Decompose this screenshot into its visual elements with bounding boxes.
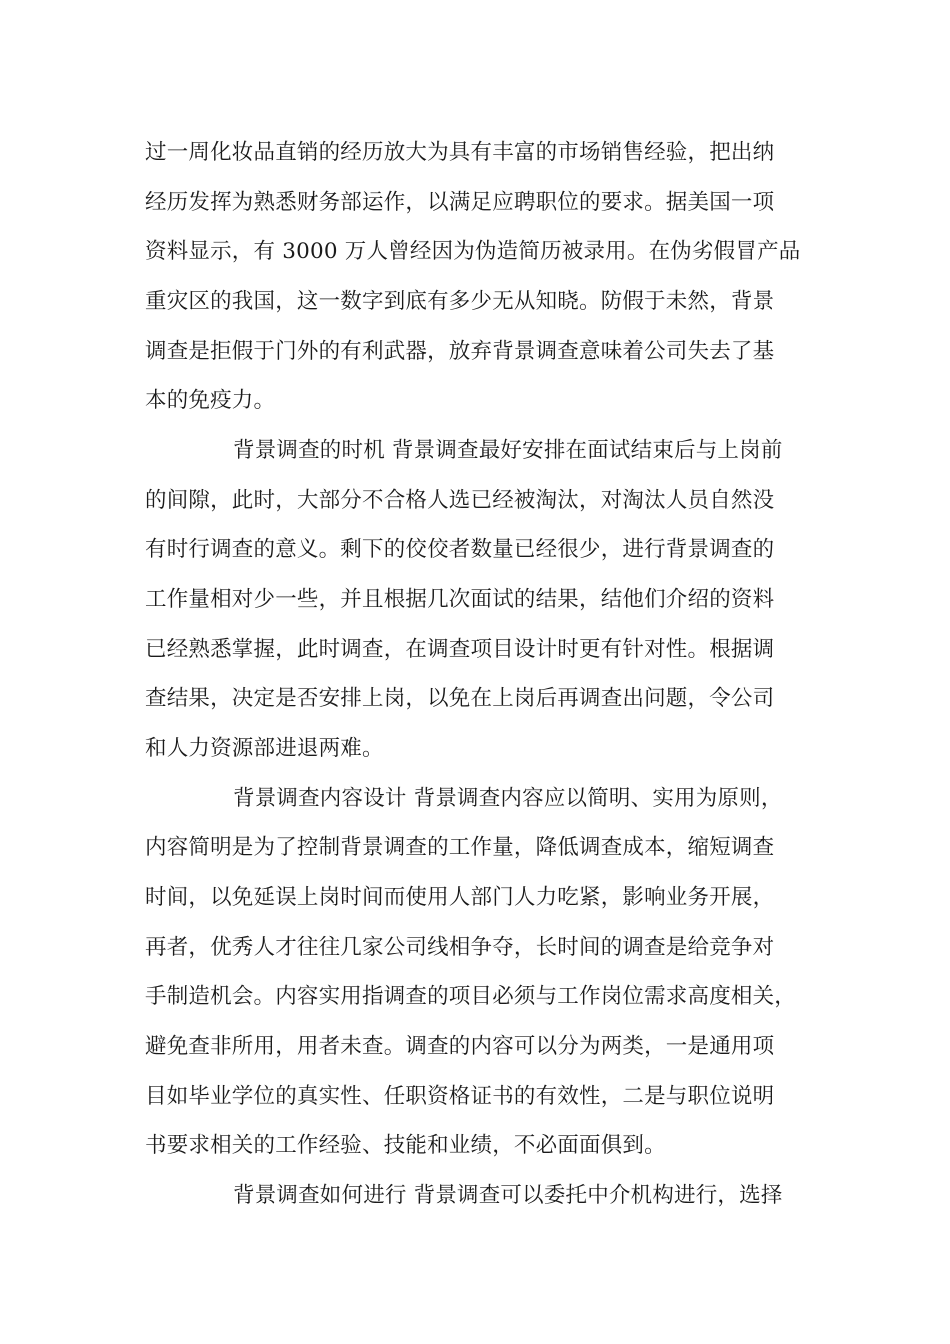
text-line: 已经熟悉掌握，此时调查，在调查项目设计时更有针对性。根据调 [145,637,775,662]
text-line: 目如毕业学位的真实性、任职资格证书的有效性，二是与职位说明 [145,1084,775,1109]
text-line: 和人力资源部进退两难。 [145,736,384,761]
text-line: 工作量相对少一些，并且根据几次面试的结果，结他们介绍的资料 [145,587,775,612]
text-line: 调查是拒假于门外的有利武器，放弃背景调查意味着公司失去了基 [145,339,775,364]
text-line: 查结果，决定是否安排上岗，以免在上岗后再调查出问题，令公司 [145,686,775,711]
text-line: 有时行调查的意义。剩下的佼佼者数量已经很少，进行背景调查的 [145,537,775,562]
text-line: 再者，优秀人才往往几家公司线相争夺，长时间的调查是给竞争对 [145,935,775,960]
text-line: 时间，以免延误上岗时间而使用人部门人力吃紧，影响业务开展， [145,885,775,910]
text-line: 重灾区的我国，这一数字到底有多少无从知晓。防假于未然，背景 [145,289,775,314]
section-heading-line: 背景调查如何进行 背景调查可以委托中介机构进行，选择 [233,1183,783,1208]
section-heading-line: 背景调查内容设计 背景调查内容应以简明、实用为原则， [233,786,783,811]
section-heading-line: 背景调查的时机 背景调查最好安排在面试结束后与上岗前 [233,438,783,463]
text-line: 内容简明是为了控制背景调查的工作量，降低调查成本，缩短调查 [145,835,775,860]
text-line: 的间隙，此时，大部分不合格人选已经被淘汰，对淘汰人员自然没 [145,488,775,513]
text-line: 避免查非所用，用者未查。调查的内容可以分为两类，一是通用项 [145,1034,775,1059]
text-line: 手制造机会。内容实用指调查的项目必须与工作岗位需求高度相关， [145,984,797,1009]
text-line: 过一周化妆品直销的经历放大为具有丰富的市场销售经验，把出纳 [145,140,775,165]
text-line: 本的免疫力。 [145,388,276,413]
text-line: 资料显示，有 3000 万人曾经因为伪造简历被录用。在伪劣假冒产品 [145,239,801,264]
text-line: 经历发挥为熟悉财务部运作，以满足应聘职位的要求。据美国一项 [145,190,775,215]
text-line: 书要求相关的工作经验、技能和业绩，不必面面俱到。 [145,1133,666,1158]
